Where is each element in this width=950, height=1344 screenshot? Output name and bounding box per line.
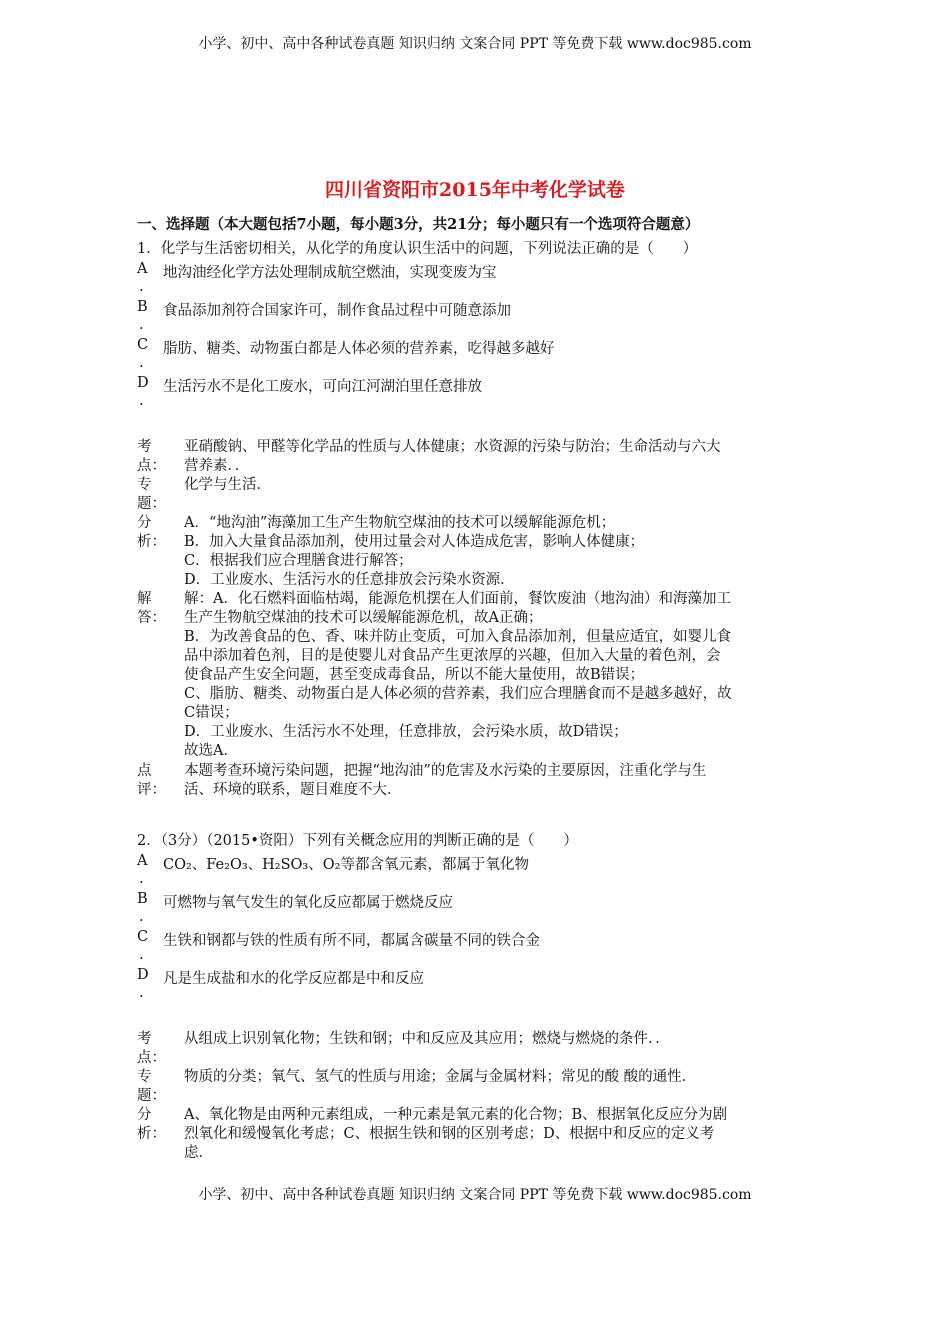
block-label: 考 点： [137, 1031, 166, 1066]
block-body: A．“地沟油”海藻加工生产生物航空煤油的技术可以缓解能源危机； B．加入大量食品添加剂，使用过量会对人体造成危害，影响人体健康； C．根据我们应合理膳食进行解答； D．工业废水、生活污水的任意排放会污染水资源． [184, 515, 645, 588]
option-dot: . [139, 279, 144, 295]
q2-option-d [137, 967, 817, 1005]
option-letter: B [137, 891, 148, 907]
option-letter: A [137, 853, 148, 869]
option-text: 生铁和钢都与铁的性质有所不同，都属含碳量不同的铁合金 [163, 933, 540, 949]
option-text: 食品添加剂符合国家许可，制作食品过程中可随意添加 [163, 303, 511, 319]
option-text: 可燃物与氧气发生的氧化反应都属于燃烧反应 [163, 895, 453, 911]
block-body: 物质的分类；氧气、氢气的性质与用途；金属与金属材料；常见的酸 酸的通性． [184, 1069, 697, 1085]
option-letter: B [137, 299, 148, 315]
option-dot: . [139, 985, 144, 1001]
option-dot: . [139, 355, 144, 371]
option-dot: . [139, 393, 144, 409]
option-text: 生活污水不是化工废水，可向江河湖泊里任意排放 [163, 379, 482, 395]
q1-option-d [137, 375, 817, 413]
q2-option-c [137, 929, 817, 967]
block-body: A、氧化物是由两种元素组成，一种元素是氧元素的化合物；B、根据氧化反应分为剧 烈氧化和缓慢氧化考虑；C、根据生铁和钢的区别考虑；D、根据中和反应的定义考 虑． [184, 1107, 728, 1161]
option-letter: D [137, 967, 149, 983]
block-label: 分 析： [137, 1107, 166, 1142]
block-label: 考 点： [137, 439, 166, 474]
option-letter: C [137, 337, 149, 353]
option-text: 地沟油经化学方法处理制成航空燃油，实现变废为宝 [163, 265, 497, 281]
block-label: 解 答： [137, 591, 166, 626]
page-title: 四川省资阳市2015年中考化学试卷 [325, 179, 625, 201]
option-dot: . [139, 909, 144, 925]
q2-option-a [137, 853, 817, 891]
block-label: 分 析： [137, 515, 166, 550]
option-text: 脂肪、糖类、动物蛋白都是人体必须的营养素，吃得越多越好 [163, 341, 555, 357]
page-footer: 小学、初中、高中各种试卷真题 知识归纳 文案合同 PPT 等免费下载 www.doc985.com [198, 1187, 752, 1203]
option-letter: A [137, 261, 148, 277]
q2-option-b [137, 891, 817, 929]
q1-option-c [137, 337, 817, 375]
block-body: 亚硝酸钠、甲醛等化学品的性质与人体健康；水资源的污染与防治；生命活动与六大 营养素．． [184, 439, 721, 474]
q1-option-a [137, 261, 817, 299]
q1-option-b [137, 299, 817, 337]
block-body: 从组成上识别氧化物；生铁和钢；中和反应及其应用；燃烧与燃烧的条件．． [184, 1031, 670, 1047]
option-letter: C [137, 929, 149, 945]
block-body: 化学与生活． [184, 477, 271, 493]
option-dot: . [139, 947, 144, 963]
block-label: 点 评： [137, 763, 166, 798]
page-header: 小学、初中、高中各种试卷真题 知识归纳 文案合同 PPT 等免费下载 www.doc985.com [198, 36, 752, 52]
question-1-stem: 1．化学与生活密切相关，从化学的角度认识生活中的问题，下列说法正确的是（ ） [137, 241, 698, 257]
block-label: 专 题： [137, 477, 166, 512]
question-2-stem: 2．（3分）（2015•资阳）下列有关概念应用的判断正确的是（ ） [137, 833, 578, 849]
option-letter: D [137, 375, 149, 391]
option-dot: . [139, 317, 144, 333]
block-body: 本题考查环境污染问题，把握“地沟油”的危害及水污染的主要原因，注重化学与生 活、环境的联系，题目难度不大． [184, 763, 707, 798]
section-heading: 一、选择题（本大题包括7小题，每小题3分，共21分；每小题只有一个选项符合题意） [137, 216, 700, 233]
option-dot: . [139, 871, 144, 887]
block-body: 解：A．化石燃料面临枯竭，能源危机摆在人们面前，餐饮废油（地沟油）和海藻加工 生产生物航空煤油的技术可以缓解能源危机，故A正确； B．为改善食品的色、香、味并防止变质，可加入食品添加剂，但量应适宜，如婴儿食 品中添加着色剂，目的是使婴儿对食品产生更浓厚的兴趣，但加入大量的着色剂，会 使食品产生安全问题，甚至变成毒食品，所以不能大量使用，故B错误； C、脂肪、糖类、动物蛋白是人体必须的营养素，我们应合理膳食而不是越多越好，故 C错误； D．工业废水、生活污水不处理，任意排放，会污染水质，故D错误； 故选A． [184, 591, 732, 759]
block-label: 专 题： [137, 1069, 166, 1104]
option-text: 凡是生成盐和水的化学反应都是中和反应 [163, 971, 424, 987]
option-text: CO₂、Fe₂O₃、H₂SO₃、O₂等都含氧元素，都属于氧化物 [163, 857, 529, 873]
